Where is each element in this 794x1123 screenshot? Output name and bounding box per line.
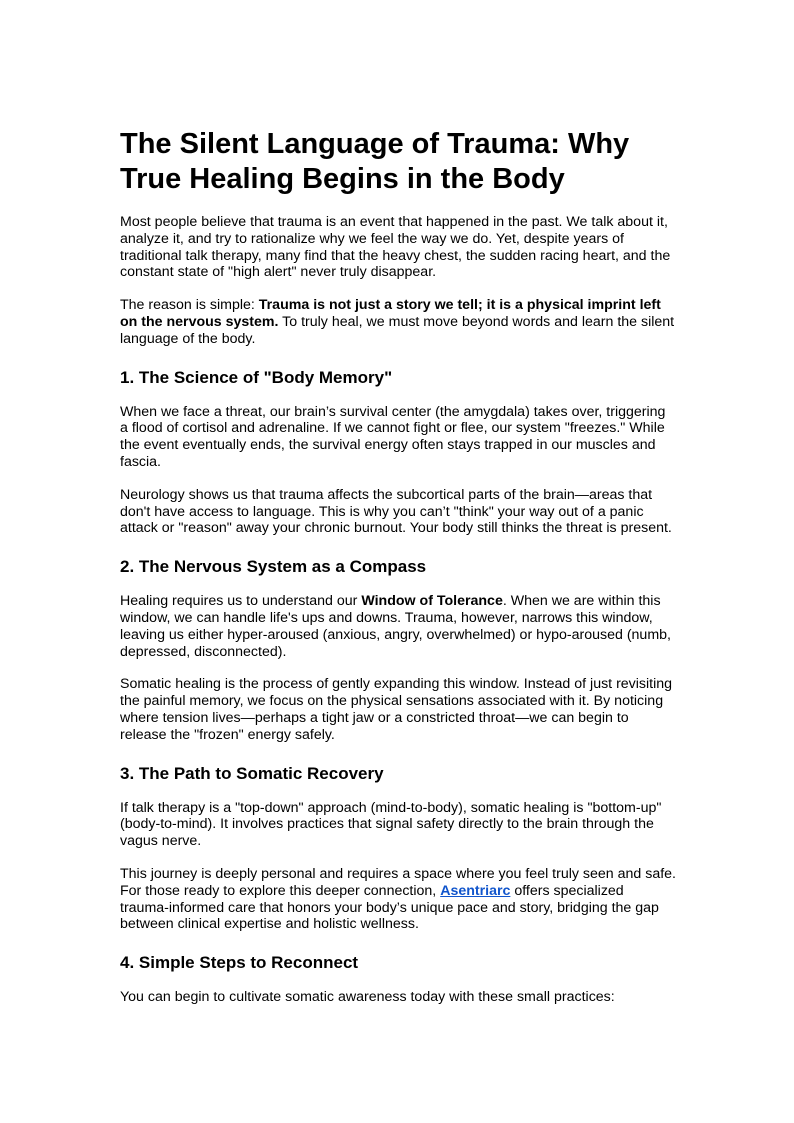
section-2-paragraph-1-lead: Healing requires us to understand our	[120, 593, 362, 610]
section-1-paragraph-2: Neurology shows us that trauma affects the subcortical parts of the brain—areas that don't have access to language. This is why you can’t "think" your way out of a panic attack or "reason" away your chronic burnout. Your body still thinks the threat is present.	[120, 486, 672, 537]
section-2-paragraph-1-tail: . When we are within this window, we can handle life's ups and downs. Trauma, however, narrows this window, leaving us either hyper-aroused (anxious, angry, overwhelmed) or hypo-aroused (numb, depressed, disconnected).	[120, 593, 671, 660]
section-3-paragraph-2	[120, 866, 676, 933]
article-title: The Silent Language of Trauma: Why True Healing Begins in the Body	[120, 128, 630, 195]
section-1-heading: 1. The Science of "Body Memory"	[120, 367, 393, 387]
section-3-heading: 3. The Path to Somatic Recovery	[120, 763, 384, 783]
asentriarc-link[interactable]: Asentriarc	[440, 882, 511, 899]
section-3-paragraph-2-tail: offers specialized trauma-informed care that honors your body’s unique pace and story, bridging the gap between clinical expertise and holistic wellness.	[120, 882, 659, 933]
intro-paragraph-2-tail: To truly heal, we must move beyond words and learn the silent language of the body.	[120, 313, 675, 347]
section-4-paragraph-1: You can begin to cultivate somatic awareness today with these small practices:	[120, 989, 615, 1006]
intro-paragraph-1: Most people believe that trauma is an event that happened in the past. We talk about it, analyze it, and try to rationalize why we feel the way we do. Yet, despite years of traditional talk therapy, many find that the heavy chest, the sudden racing heart, and the constant state of "high alert" never truly disappear.	[120, 214, 671, 281]
section-2-paragraph-1	[120, 593, 676, 660]
section-3-paragraph-1: If talk therapy is a "top-down" approach (mind-to-body), somatic healing is "bottom-up" (body-to-mind). It involves practices that signal safety directly to the brain through the vagus nerve.	[120, 799, 662, 850]
intro-paragraph-2-lead: The reason is simple:	[120, 297, 259, 314]
document-page	[120, 127, 676, 1022]
section-2-paragraph-2: Somatic healing is the process of gently expanding this window. Instead of just revisiting the painful memory, we focus on the physical sensations associated with it. By noticing where tension lives—perhaps a tight jaw or a constricted throat—we can begin to release the "frozen" energy safely.	[120, 676, 673, 743]
intro-key-statement: Trauma is not just a story we tell; it is a physical imprint left on the nervous system.	[120, 297, 661, 330]
section-1-paragraph-1: When we face a threat, our brain’s survival center (the amygdala) takes over, triggering a flood of cortisol and adrenaline. If we cannot fight or flee, our system "freezes." While the event eventually ends, the survival energy often stays trapped in our muscles and fascia.	[120, 403, 666, 470]
intro-paragraph-2	[120, 297, 676, 347]
section-4-heading: 4. Simple Steps to Reconnect	[120, 953, 359, 973]
section-3-paragraph-2-lead: This journey is deeply personal and requires a space where you feel truly seen and safe. For those ready to explore this deeper connection,	[120, 865, 677, 899]
section-2-heading: 2. The Nervous System as a Compass	[120, 557, 427, 577]
window-of-tolerance-term: Window of Tolerance	[361, 593, 503, 610]
